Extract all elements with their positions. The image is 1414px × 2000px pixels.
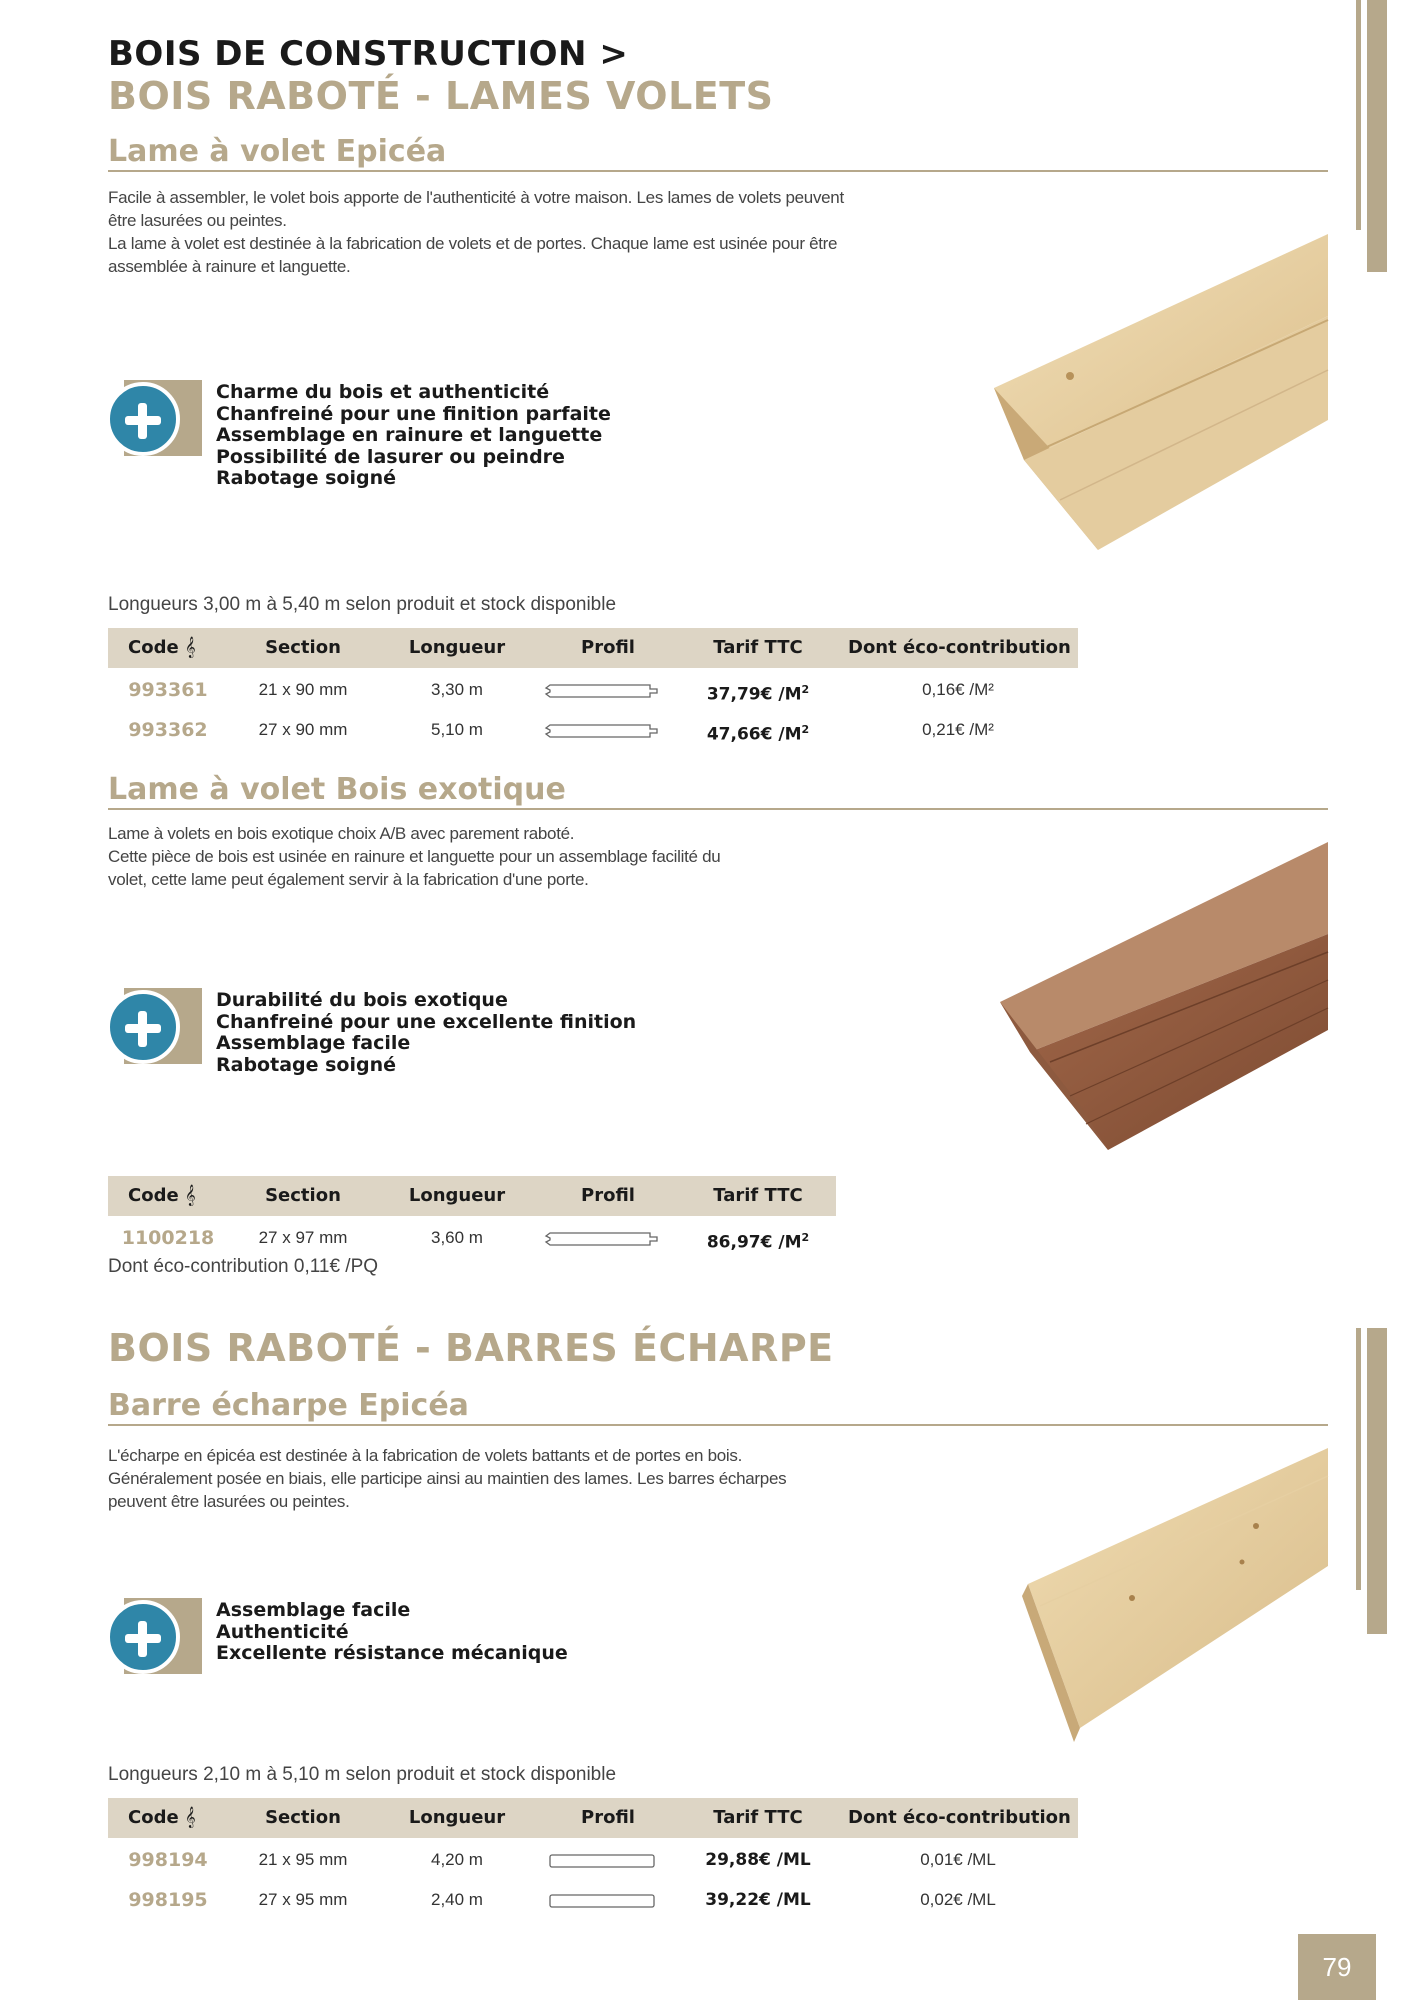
plus-icon bbox=[106, 382, 180, 456]
plus-badge bbox=[106, 988, 202, 1064]
table-header: Code 𝄞 Section Longueur Profil Tarif TTC Dont éco-contribution bbox=[108, 628, 1078, 668]
table-header: Code 𝄞 Section Longueur Profil Tarif TTC bbox=[108, 1176, 836, 1216]
feature-item: Assemblage facile bbox=[216, 1599, 411, 1621]
sidebar-bar-thick-top bbox=[1367, 0, 1387, 272]
section-rule bbox=[108, 1424, 1328, 1426]
treble-clef-icon: 𝄞 bbox=[184, 1185, 196, 1206]
table-row: 998194 21 x 95 mm 4,20 m 29,88€ /ML 0,01€ /ML bbox=[128, 1849, 996, 1871]
table-row: 993362 27 x 90 mm 5,10 m 47,66€ $/M^2$ 0,21€ /M² bbox=[128, 719, 994, 745]
category-title: BOIS DE CONSTRUCTION > bbox=[108, 34, 629, 74]
section-rule bbox=[108, 170, 1328, 172]
section-title-epicea-volet: Lame à volet Epicéa bbox=[108, 134, 447, 169]
feature-item: Assemblage facile bbox=[216, 1032, 411, 1054]
eco-contribution-note: Dont éco-contribution 0,11€ /PQ bbox=[108, 1256, 379, 1277]
page-title: BOIS RABOTÉ - LAMES VOLETS bbox=[108, 74, 774, 118]
feature-item: Excellente résistance mécanique bbox=[216, 1642, 568, 1664]
section-title-barre-echarpe: Barre écharpe Epicéa bbox=[108, 1388, 469, 1423]
profile-flat-icon bbox=[548, 1893, 656, 1909]
feature-list bbox=[216, 990, 636, 1076]
page-number: 79 bbox=[1298, 1934, 1376, 2000]
plus-icon bbox=[106, 1600, 180, 1674]
section-description: Facile à assembler, le volet bois apporte de l'authenticité à votre maison. Les lames de volets peuvent être lasurées ou peintes. La lame à volet est destinée à la fabrication de volets et de portes. Chaque lame est usinée pour être assemblée à rainure et languette. bbox=[108, 188, 844, 276]
table-header: Code 𝄞 Section Longueur Profil Tarif TTC Dont éco-contribution bbox=[108, 1798, 1078, 1838]
plus-icon bbox=[106, 990, 180, 1064]
sidebar-bar-thick-bottom bbox=[1367, 1328, 1387, 1634]
section-rule bbox=[108, 808, 1328, 810]
plus-badge bbox=[106, 1598, 202, 1674]
feature-list bbox=[216, 1600, 568, 1665]
feature-list bbox=[216, 382, 611, 490]
feature-item: Possibilité de lasurer ou peindre bbox=[216, 445, 565, 468]
profile-tongue-groove-icon bbox=[544, 683, 660, 699]
feature-item: Chanfreiné pour une finition parfaite bbox=[216, 402, 611, 425]
section-description: L'écharpe en épicéa est destinée à la fabrication de volets battants et de portes en bois. Généralement posée en biais, elle participe ainsi au maintien des lames. Les barres écharpes peuvent être lasurées ou peintes. bbox=[108, 1446, 787, 1511]
table-row: 1100218 27 x 97 mm 3,60 m 86,97€ $/M^2$ bbox=[121, 1227, 810, 1253]
section-title-exotique-volet: Lame à volet Bois exotique bbox=[108, 772, 566, 807]
availability-note: Longueurs 3,00 m à 5,40 m selon produit et stock disponible bbox=[108, 594, 617, 615]
table-row: 993361 21 x 90 mm 3,30 m 37,79€ $/M^2$ 0,16€ /M² bbox=[128, 679, 994, 705]
feature-item: Rabotage soigné bbox=[216, 1053, 396, 1076]
product-image-echarpe-bar bbox=[1010, 1446, 1330, 1746]
feature-item: Durabilité du bois exotique bbox=[216, 989, 508, 1011]
product-image-exotique-plank bbox=[990, 840, 1330, 1160]
feature-item: Charme du bois et authenticité bbox=[216, 381, 550, 403]
table-row: 998195 27 x 95 mm 2,40 m 39,22€ /ML 0,02€ /ML bbox=[128, 1889, 996, 1911]
profile-tongue-groove-icon bbox=[544, 723, 660, 739]
sidebar-bar-thin-top bbox=[1356, 0, 1361, 230]
profile-flat-icon bbox=[548, 1853, 656, 1869]
section-description: Lame à volets en bois exotique choix A/B avec parement raboté. Cette pièce de bois est usinée en rainure et languette pour un assemblage facilité du volet, cette lame peut également servir à la fabrication d'une porte. bbox=[108, 824, 721, 889]
feature-item: Rabotage soigné bbox=[216, 467, 396, 489]
feature-item: Authenticité bbox=[216, 1620, 349, 1643]
feature-item: Chanfreiné pour une excellente finition bbox=[216, 1010, 637, 1033]
feature-item: Assemblage en rainure et languette bbox=[216, 424, 603, 446]
sidebar-bar-thin-bottom bbox=[1356, 1328, 1361, 1590]
treble-clef-icon: 𝄞 bbox=[184, 637, 196, 658]
section-heading-barres-echarpe: BOIS RABOTÉ - BARRES ÉCHARPE bbox=[108, 1326, 834, 1370]
treble-clef-icon: 𝄞 bbox=[184, 1807, 196, 1828]
availability-note: Longueurs 2,10 m à 5,10 m selon produit et stock disponible bbox=[108, 1764, 617, 1785]
plus-badge bbox=[106, 380, 202, 456]
profile-tongue-groove-icon bbox=[544, 1231, 660, 1247]
product-image-epicea-plank bbox=[980, 220, 1330, 570]
